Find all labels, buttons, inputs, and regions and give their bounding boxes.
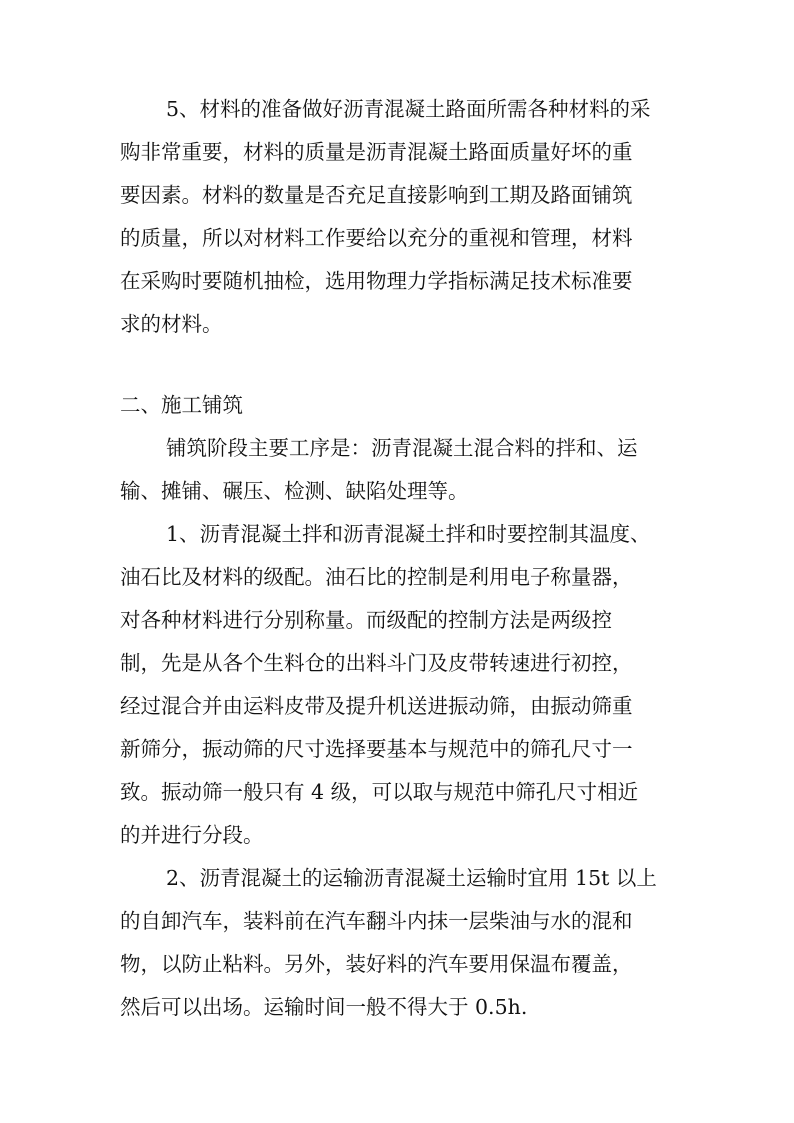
paragraph-5-line-2: 购非常重要，材料的质量是沥青混凝土路面质量好坏的重: [120, 140, 633, 164]
paragraph-5-line-1: 5、材料的准备做好沥青混凝土路面所需各种材料的采: [166, 97, 651, 121]
paragraph-1-line-5: 经过混合并由运料皮带及提升机送进振动筛，由振动筛重: [120, 694, 633, 718]
paragraph-1-line-3: 对各种材料进行分别称量。而级配的控制方法是两级控: [120, 608, 612, 632]
paragraph-5-line-6: 求的材料。: [120, 312, 223, 336]
paragraph-2-line-3: 物，以防止粘料。另外，装好料的汽车要用保温布覆盖，: [120, 952, 633, 976]
paragraph-5-line-5: 在采购时要随机抽检，选用物理力学指标满足技术标准要: [120, 269, 633, 293]
intro-line-1: 铺筑阶段主要工序是：沥青混凝土混合料的拌和、运: [166, 436, 638, 460]
paragraph-1-line-6: 新筛分，振动筛的尺寸选择要基本与规范中的筛孔尺寸一: [120, 737, 633, 761]
paragraph-5-line-4: 的质量，所以对材料工作要给以充分的重视和管理，材料: [120, 226, 633, 250]
paragraph-2-line-4: 然后可以出场。运输时间一般不得大于 0.5h.: [120, 995, 528, 1019]
paragraph-1-line-4: 制，先是从各个生料仓的出料斗门及皮带转速进行初控，: [120, 651, 633, 675]
paragraph-1-line-1: 1、沥青混凝土拌和沥青混凝土拌和时要控制其温度、: [166, 522, 651, 546]
section-heading: 二、施工铺筑: [120, 393, 243, 417]
paragraph-1-line-2: 油石比及材料的级配。油石比的控制是利用电子称量器，: [120, 565, 633, 589]
paragraph-5-line-3: 要因素。材料的数量是否充足直接影响到工期及路面铺筑: [120, 183, 633, 207]
intro-line-2: 输、摊铺、碾压、检测、缺陷处理等。: [120, 479, 469, 503]
paragraph-1-line-8: 的并进行分段。: [120, 823, 264, 847]
paragraph-2-line-1: 2、沥青混凝土的运输沥青混凝土运输时宜用 15t 以上: [166, 866, 657, 890]
paragraph-2-line-2: 的自卸汽车，装料前在汽车翻斗内抹一层柴油与水的混和: [120, 909, 633, 933]
paragraph-1-line-7: 致。振动筛一般只有 4 级，可以取与规范中筛孔尺寸相近: [120, 780, 639, 804]
